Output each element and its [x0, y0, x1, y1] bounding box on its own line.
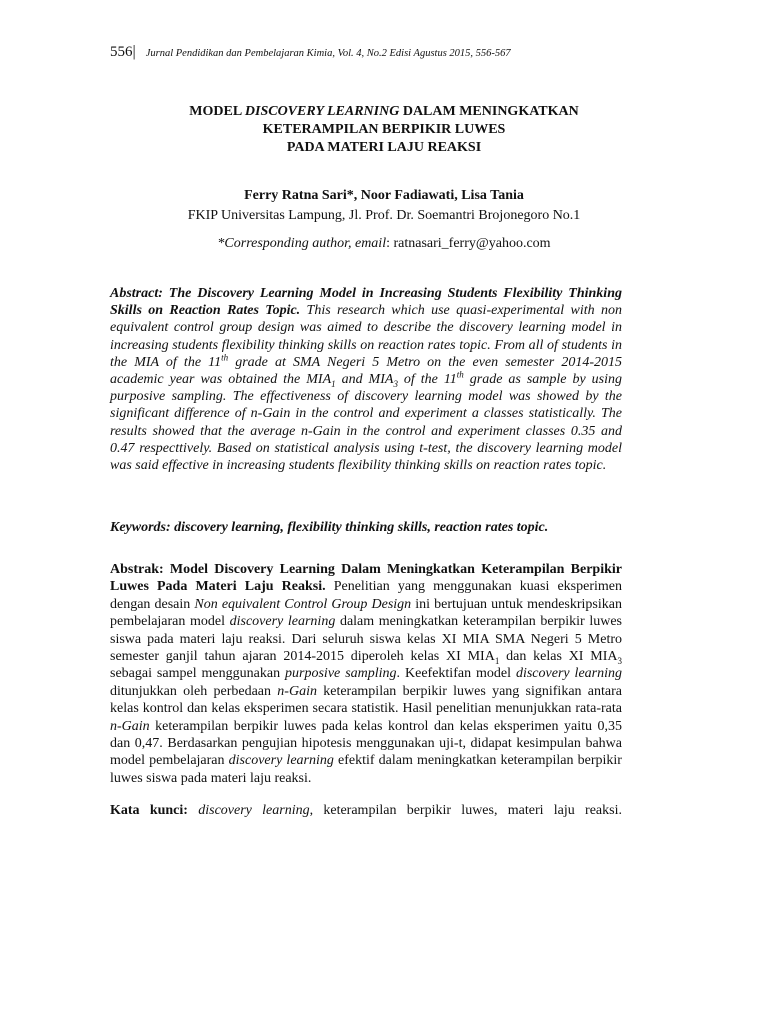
subscript: 3 [393, 378, 398, 389]
abstract-en-text: and MIA [335, 372, 394, 388]
abstract-english [110, 285, 622, 474]
abstract-en-text: grade at SMA Negeri 5 Metro on the even semester 2014-2015 academic year was obtained the MIA [110, 354, 622, 388]
page-header [110, 43, 511, 61]
keywords-english: Keywords: discovery learning, flexibility thinking skills, reaction rates topic. [110, 520, 549, 535]
abstract-en-text: This research which use quasi-experimental with non equivalent control group design was aimed to describe the discovery learning model in increasing students flexibility thinking skills on reaction rates topic. From all of students in the MIA of the 11 [110, 303, 623, 370]
corresponding-author [0, 236, 768, 252]
abstract-id-text: ini bertujuan untuk mendeskripsikan pembelajaran model [110, 596, 622, 630]
abstract-id-text: dalam meningkatkan keterampilan berpikir luwes siswa pada materi laju reaksi. Dari seluruh siswa kelas XI MIA SMA Negeri 5 Metro semester ganjil tahun ajaran 2014-2015 diperoleh kelas XI MIA [110, 614, 622, 665]
title-line-1 [0, 103, 768, 121]
header-separator: | [132, 43, 136, 60]
keywords-indonesian [110, 803, 622, 819]
abstract-id-italic: discovery learning [228, 753, 334, 769]
kata-kunci-text: , keterampilan berpikir luwes, materi laju reaksi. [309, 803, 622, 818]
abstract-id-text: dan kelas XI MIA [499, 649, 618, 665]
abstract-en-lead: Abstract: The Discovery Learning Model in Increasing Students Flexibility Thinking Skills on Reaction Rates Topic. [110, 286, 622, 319]
subscript: 1 [494, 655, 500, 666]
abstract-id-text: keterampilan berpikir luwes yang signifikan antara kelas kontrol dan kelas eksperimen secara statistik. Hasil penelitian menunjukkan rata-rata [110, 683, 622, 717]
superscript: th [456, 369, 464, 380]
abstract-indonesian [110, 561, 622, 787]
author-affiliation: FKIP Universitas Lampung, Jl. Prof. Dr. Soemantri Brojonegoro No.1 [187, 208, 581, 223]
kata-kunci-italic: discovery learning [187, 803, 310, 818]
abstract-id-text: . Keefektifan model [396, 666, 516, 682]
abstract-en-text: of the 11 [397, 372, 457, 388]
subscript: 1 [331, 378, 336, 389]
abstract-id-text: sebagai sampel menggunakan [110, 666, 286, 682]
abstract-en-text: grade as sample by using purposive sampling. The effectiveness of discovery learning model was showed by the significant difference of n-Gain in the control and experiment a classes statistically. The results showed that the average n-Gain in the control and experiment classes 0.35 and 0.47 respecttively. Based on statistical analysis using t-test, the discovery learning model was said effective in increasing students flexibility thinking skills on reaction rates topic. [110, 372, 622, 474]
superscript: th [221, 352, 229, 363]
abstract-id-italic: purposive sampling [285, 666, 397, 682]
title-line-3: PADA MATERI LAJU REAKSI [286, 140, 482, 155]
title-italic-text: DISCOVERY LEARNING [244, 104, 400, 119]
corresponding-label: *Corresponding author, email [217, 236, 387, 251]
title-text: MODEL [189, 104, 245, 119]
journal-citation: Jurnal Pendidikan dan Pembelajaran Kimia, Vol. 4, No.2 Edisi Agustus 2015, 556-567 [145, 48, 511, 59]
subscript: 3 [617, 655, 622, 666]
abstract-id-text: efektif dalam meningkatkan keterampilan berpikir luwes siswa pada materi laju reaksi. [110, 753, 622, 786]
title-text: DALAM MENINGKATKAN [399, 104, 579, 119]
abstract-id-italic: n-Gain [110, 718, 150, 734]
abstract-id-text: ditunjukkan oleh perbedaan [110, 683, 278, 699]
page-number: 556 [110, 44, 133, 60]
abstract-id-lead: Abstrak: Model Discovery Learning Dalam Meningkatkan Keterampilan Berpikir Luwes Pada Materi Laju Reaksi. [110, 562, 622, 595]
author-names: Ferry Ratna Sari*, Noor Fadiawati, Lisa Tania [244, 188, 524, 203]
corresponding-email: : ratnasari_ferry@yahoo.com [386, 236, 551, 251]
author-block [0, 186, 768, 226]
abstract-id-italic: discovery learning [229, 614, 336, 630]
abstract-id-italic: discovery learning [515, 666, 623, 682]
abstract-id-text: Penelitian yang menggunakan kuasi eksperimen dengan desain [110, 579, 622, 612]
kata-kunci-label: Kata kunci: [110, 803, 188, 818]
abstract-id-italic: Non equivalent Control Group Design [194, 596, 412, 612]
paper-title [0, 103, 768, 157]
abstract-id-italic: n-Gain [277, 683, 317, 699]
abstract-id-text: keterampilan berpikir luwes pada kelas kontrol dan kelas eksperimen yaitu 0,35 dan 0,47. Berdasarkan pengujian hipotesis menggunakan uji-t, didapat kesimpulan bahwa model pembelajaran [110, 718, 622, 769]
title-line-2: KETERAMPILAN BERPIKIR LUWES [262, 122, 506, 137]
